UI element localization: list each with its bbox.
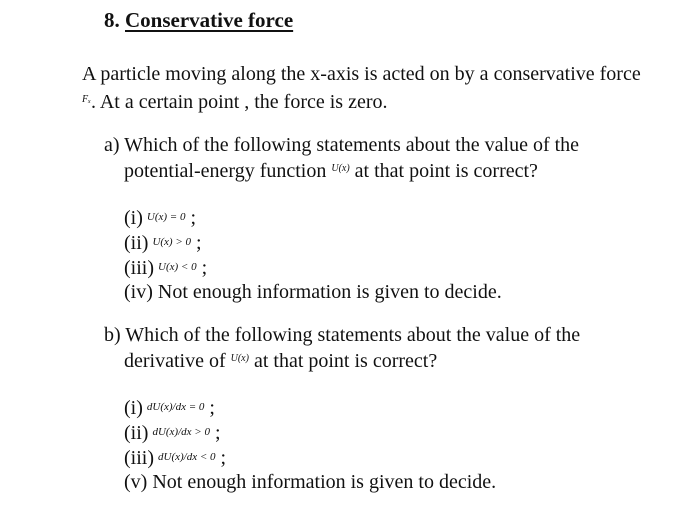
question-a-options [124, 205, 502, 304]
option-math: U(x) < 0 [158, 261, 197, 273]
option-label: (iii) [124, 257, 154, 279]
question-a-line1: a) Which of the following statements about the value of the [104, 134, 580, 156]
option-a-1 [124, 205, 502, 230]
option-end: ; [201, 257, 208, 279]
question-b-text-post: at that point is correct? [253, 350, 438, 372]
question-a-text-post: at that point is correct? [354, 160, 538, 182]
option-math: dU(x)/dx > 0 [152, 426, 210, 438]
option-end: ; [196, 232, 202, 254]
option-b-3 [124, 445, 496, 470]
question-b-options [124, 395, 496, 494]
option-end: ; [220, 447, 227, 469]
intro-text-2: . At a certain point , the force is zero. [90, 91, 388, 113]
question-a-text-pre: potential-energy function [124, 160, 327, 182]
question-a [104, 133, 644, 183]
problem-statement [82, 61, 642, 115]
option-label: (ii) [124, 422, 149, 444]
option-end: ; [190, 207, 197, 229]
option-label: (i) [124, 207, 143, 229]
option-math: dU(x)/dx < 0 [158, 451, 216, 463]
problem-number: 8. [104, 8, 120, 32]
intro-text-1: A particle moving along the x-axis is acted on by a conservative force [82, 63, 641, 85]
option-label: (iii) [124, 447, 154, 469]
force-symbol: Fₓ [82, 94, 91, 105]
option-end: Not enough information is given to decide. [157, 281, 502, 303]
option-label: (iv) [124, 281, 153, 303]
potential-symbol: U(x) [230, 353, 249, 364]
option-label: (i) [124, 397, 143, 419]
option-end: ; [209, 397, 215, 419]
question-b-line1: b) Which of the following statements about the value of the [104, 324, 581, 346]
option-a-4 [124, 280, 502, 304]
option-label: (ii) [124, 232, 149, 254]
option-end: ; [214, 422, 221, 444]
option-b-1 [124, 395, 496, 420]
question-b-text-pre: derivative of [124, 350, 226, 372]
option-b-4 [124, 470, 496, 494]
question-b [104, 323, 644, 373]
option-label: (v) [124, 471, 148, 493]
question-b-line2 [104, 347, 644, 373]
option-end: Not enough information is given to decide. [152, 471, 497, 493]
question-a-line2 [104, 157, 644, 183]
option-math: dU(x)/dx = 0 [146, 401, 205, 413]
potential-symbol: U(x) [331, 163, 350, 174]
option-math: U(x) = 0 [146, 211, 186, 223]
option-a-3 [124, 255, 502, 280]
problem-heading [104, 8, 293, 33]
option-math: U(x) > 0 [152, 236, 192, 248]
option-b-2 [124, 420, 496, 445]
problem-title: Conservative force [125, 8, 294, 32]
option-a-2 [124, 230, 502, 255]
